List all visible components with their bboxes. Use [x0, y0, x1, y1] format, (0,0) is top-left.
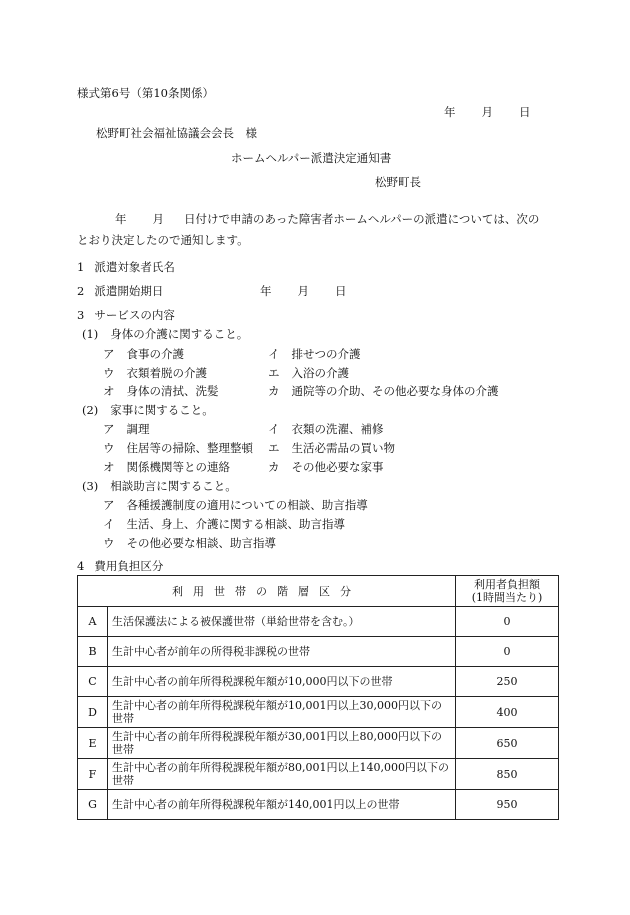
item-text: 身体の清拭、洗髪: [126, 384, 219, 398]
fee-table-header: [78, 576, 559, 607]
table-row: [78, 790, 559, 820]
form-number: 様式第6号（第10条関係）: [77, 86, 214, 100]
service-item-1f: [268, 384, 499, 398]
item-key: ア: [103, 347, 115, 361]
service-item-3a: [103, 498, 368, 512]
row-code: D: [78, 697, 108, 728]
item-key: エ: [268, 366, 280, 380]
item-key: カ: [268, 460, 280, 474]
body-line-2: とおり決定したので通知します。: [77, 233, 249, 247]
item-key: エ: [268, 441, 280, 455]
item-key: イ: [268, 347, 280, 361]
table-row: [78, 759, 559, 790]
row-code: B: [78, 637, 108, 667]
row-fee: 650: [456, 728, 559, 759]
row-fee: 0: [456, 637, 559, 667]
row-code: E: [78, 728, 108, 759]
section-4: [77, 559, 163, 573]
item-key: イ: [268, 422, 280, 436]
item-text: 衣類着脱の介護: [126, 366, 207, 380]
service-item-3b: [103, 517, 345, 531]
service-item-2c: [103, 441, 253, 455]
section-1-number: 1: [77, 260, 85, 274]
item-text: 生活必需品の買い物: [291, 441, 395, 455]
addressee: 松野町社会福祉協議会会長 様: [96, 126, 257, 140]
service-item-1c: [103, 366, 207, 380]
table-row: [78, 637, 559, 667]
row-fee: 850: [456, 759, 559, 790]
service-group-2-label: 家事に関すること。: [110, 403, 214, 417]
start-year-label: 年: [260, 284, 272, 298]
start-month-label: 月: [297, 284, 309, 298]
header-fee-line-2: (1時間当たり): [471, 591, 543, 604]
table-row: [78, 667, 559, 697]
section-3-label: サービスの内容: [94, 308, 175, 322]
row-description: 生計中心者の前年所得税課税年額が30,001円以上80,000円以下の世帯: [108, 728, 456, 759]
section-2-label: 派遣開始期日: [94, 284, 164, 298]
row-description: 生計中心者が前年の所得税非課税の世帯: [108, 637, 456, 667]
service-item-1e: [103, 384, 219, 398]
section-2-number: 2: [77, 284, 85, 298]
date-year-label: 年: [444, 105, 456, 119]
header-fee-line-1: 利用者負担額: [474, 578, 540, 591]
row-code: C: [78, 667, 108, 697]
item-text: 各種援護制度の適用についての相談、助言指導: [126, 498, 368, 512]
item-key: カ: [268, 384, 280, 398]
row-description: 生計中心者の前年所得税課税年額が80,001円以上140,000円以下の世帯: [108, 759, 456, 790]
row-fee: 250: [456, 667, 559, 697]
section-3: [77, 308, 175, 322]
header-category: 利用世帯の階層区分: [78, 576, 456, 607]
item-text: その他必要な家事: [291, 460, 384, 474]
date-line: [444, 105, 531, 119]
section-1: [77, 260, 175, 274]
service-group-3-heading: [82, 479, 237, 493]
service-item-1a: [103, 347, 184, 361]
service-item-2d: [268, 441, 395, 455]
body-line-1-text: 日付けで申請のあった障害者ホームヘルパーの派遣については、次の: [184, 212, 540, 226]
table-row: [78, 607, 559, 637]
row-fee: 950: [456, 790, 559, 820]
row-description: 生活保護法による被保護世帯（単給世帯を含む。）: [108, 607, 456, 637]
item-key: オ: [103, 384, 115, 398]
issuer: 松野町長: [375, 175, 421, 189]
service-group-1-number: (1): [82, 327, 99, 341]
item-text: 生活、身上、介護に関する相談、助言指導: [126, 517, 345, 531]
section-4-label: 費用負担区分: [94, 559, 164, 573]
start-date-fields: [260, 284, 347, 298]
item-key: イ: [103, 517, 115, 531]
item-text: 食事の介護: [126, 347, 184, 361]
body-line-1: [115, 212, 539, 226]
table-row: [78, 728, 559, 759]
section-4-number: 4: [77, 559, 85, 573]
service-item-3c: [103, 536, 276, 550]
item-key: オ: [103, 460, 115, 474]
table-row: [78, 697, 559, 728]
service-group-1-label: 身体の介護に関すること。: [110, 327, 249, 341]
service-group-2-heading: [82, 403, 214, 417]
service-group-1-heading: [82, 327, 248, 341]
row-code: F: [78, 759, 108, 790]
document-title: ホームヘルパー派遣決定通知書: [231, 151, 392, 165]
header-fee: [456, 576, 559, 607]
service-item-1d: [268, 366, 349, 380]
section-1-label: 派遣対象者氏名: [94, 260, 175, 274]
item-text: 調理: [126, 422, 150, 436]
row-fee: 400: [456, 697, 559, 728]
row-code: A: [78, 607, 108, 637]
section-3-number: 3: [77, 308, 85, 322]
item-text: 関係機関等との連絡: [126, 460, 230, 474]
section-2: [77, 284, 163, 298]
service-group-3-number: (3): [82, 479, 99, 493]
row-description: 生計中心者の前年所得税課税年額が140,001円以上の世帯: [108, 790, 456, 820]
item-key: ア: [103, 498, 115, 512]
body-month-label: 月: [152, 212, 164, 226]
item-key: ア: [103, 422, 115, 436]
date-day-label: 日: [519, 105, 531, 119]
item-text: 衣類の洗濯、補修: [291, 422, 384, 436]
row-fee: 0: [456, 607, 559, 637]
row-description: 生計中心者の前年所得税課税年額が10,001円以上30,000円以下の世帯: [108, 697, 456, 728]
service-group-2-number: (2): [82, 403, 99, 417]
service-item-2f: [268, 460, 384, 474]
row-code: G: [78, 790, 108, 820]
item-text: 通院等の介助、その他必要な身体の介護: [291, 384, 499, 398]
item-text: その他必要な相談、助言指導: [126, 536, 276, 550]
service-item-1b: [268, 347, 361, 361]
item-text: 住居等の掃除、整理整頓: [126, 441, 253, 455]
item-text: 入浴の介護: [291, 366, 349, 380]
service-group-3-label: 相談助言に関すること。: [110, 479, 237, 493]
service-item-2b: [268, 422, 384, 436]
row-description: 生計中心者の前年所得税課税年額が10,000円以下の世帯: [108, 667, 456, 697]
service-item-2e: [103, 460, 230, 474]
item-key: ウ: [103, 441, 115, 455]
date-month-label: 月: [481, 105, 493, 119]
item-key: ウ: [103, 536, 115, 550]
item-text: 排せつの介護: [291, 347, 361, 361]
item-key: ウ: [103, 366, 115, 380]
fee-table: [77, 575, 559, 820]
body-year-label: 年: [115, 212, 127, 226]
service-item-2a: [103, 422, 150, 436]
start-day-label: 日: [335, 284, 347, 298]
